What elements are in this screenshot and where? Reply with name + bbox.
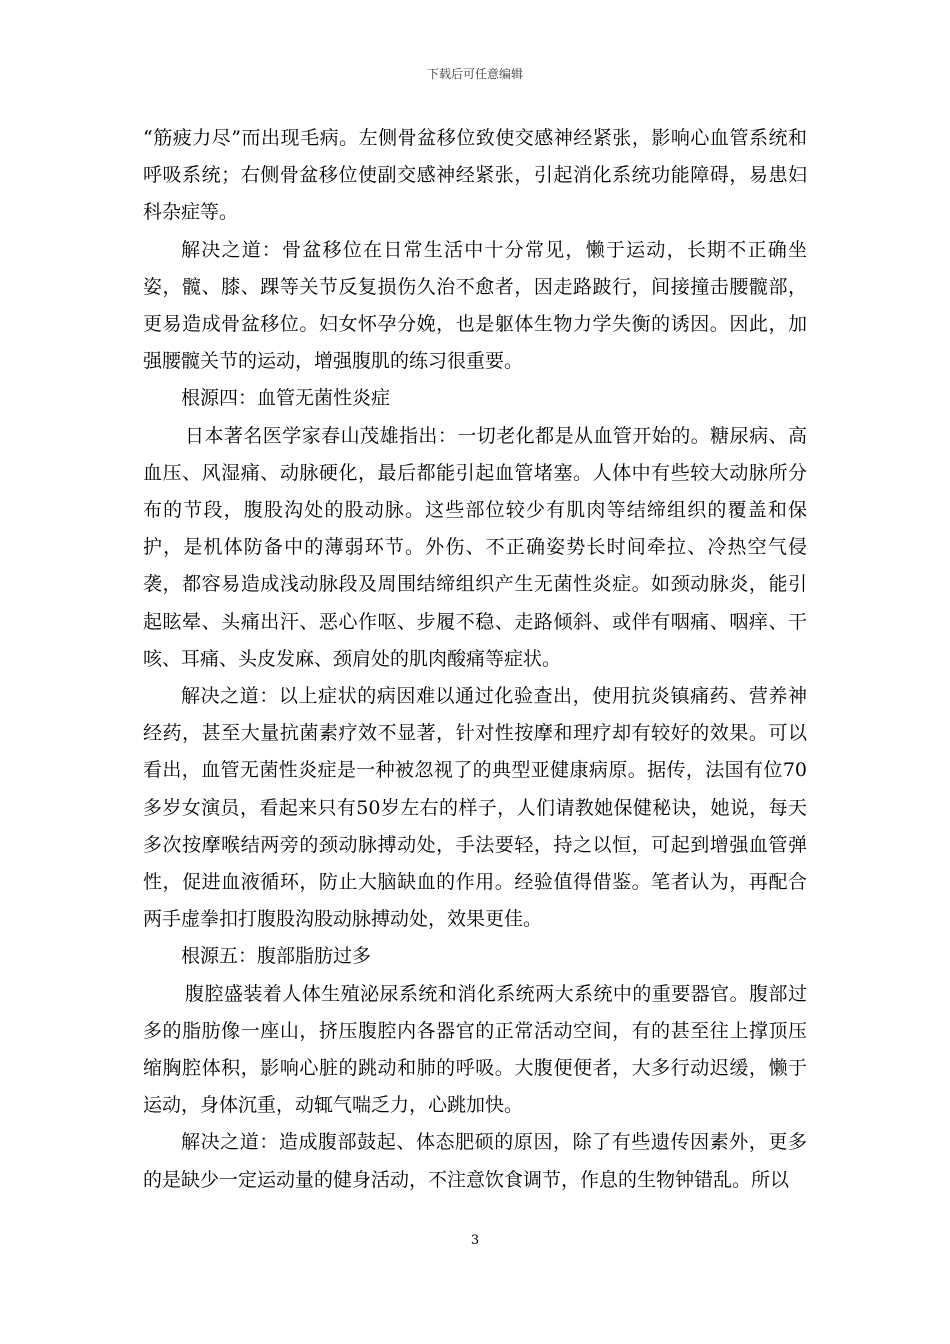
- paragraph-vascular-inflammation: 日本著名医学家春山茂雄指出：一切老化都是从血管开始的。糖尿病、高血压、风湿痛、动脉硬化，最后都能引起血管堵塞。人体中有些较大动脉所分布的节段，腹股沟处的股动脉。这些部位较少有肌肉等结缔组织的覆盖和保护，是机体防备中的薄弱环节。外伤、不正确姿势长时间牵拉、冷热空气侵袭，都容易造成浅动脉段及周围结缔组织产生无菌性炎症。如颈动脉炎，能引起眩晕、头痛出汗、恶心作呕、步履不稳、走路倾斜、或伴有咽痛、咽痒、干咳、耳痛、头皮发麻、颈肩处的肌肉酸痛等症状。: [143, 424, 807, 670]
- page-header: 下载后可任意编辑: [426, 67, 523, 81]
- paragraph-abdominal-fat: 腹腔盛装着人体生殖泌尿系统和消化系统两大系统中的重要器官。腹部过多的脂肪像一座山，挤压腹腔内各器官的正常活动空间，有的甚至往上撑顶压缩胸腔体积，影响心脏的跳动和肺的呼吸。大腹便便者，大多行动迟缓，懒于运动，身体沉重，动辄气喘乏力，心跳加快。: [143, 982, 807, 1117]
- section-heading-5: 根源五：腹部脂肪过多: [181, 945, 372, 968]
- document-body: [143, 120, 807, 1199]
- paragraph-continuation: “筋疲力尽”而出现毛病。左侧骨盆移位致使交感神经紧张，影响心血管系统和呼吸系统；右侧骨盆移位使副交感神经紧张，引起消化系统功能障碍，易患妇科杂症等。: [143, 127, 807, 224]
- paragraph-solution-4: 解决之道：以上症状的病因难以通过化验查出，使用抗炎镇痛药、营养神经药，甚至大量抗菌素疗效不显著，针对性按摩和理疗却有较好的效果。可以看出，血管无菌性炎症是一种被忽视了的典型亚健康病原。据传，法国有位70多岁女演员，看起来只有50岁左右的样子，人们请教她保健秘诀，她说，每天多次按摩喉结两旁的颈动脉搏动处，手法要轻，持之以恒，可起到增强血管弹性，促进血液循环，防止大脑缺血的作用。经验值得借鉴。笔者认为，再配合两手虚拳扣打腹股沟股动脉搏动处，效果更佳。: [143, 685, 807, 931]
- paragraph-solution-5: 解决之道：造成腹部鼓起、体态肥硕的原因，除了有些遗传因素外，更多的是缺少一定运动量的健身活动，不注意饮食调节，作息的生物钟错乱。所以: [143, 1131, 807, 1191]
- page-number: 3: [470, 1233, 480, 1248]
- paragraph-solution-3: 解决之道：骨盆移位在日常生活中十分常见，懒于运动，长期不正确坐姿，髋、膝、踝等关节反复损伤久治不愈者，因走路跛行，间接撞击腰髋部，更易造成骨盆移位。妇女怀孕分娩，也是躯体生物力学失衡的诱因。因此，加强腰髋关节的运动，增强腹肌的练习很重要。: [143, 238, 807, 373]
- section-heading-4: 根源四：血管无菌性炎症: [181, 387, 391, 410]
